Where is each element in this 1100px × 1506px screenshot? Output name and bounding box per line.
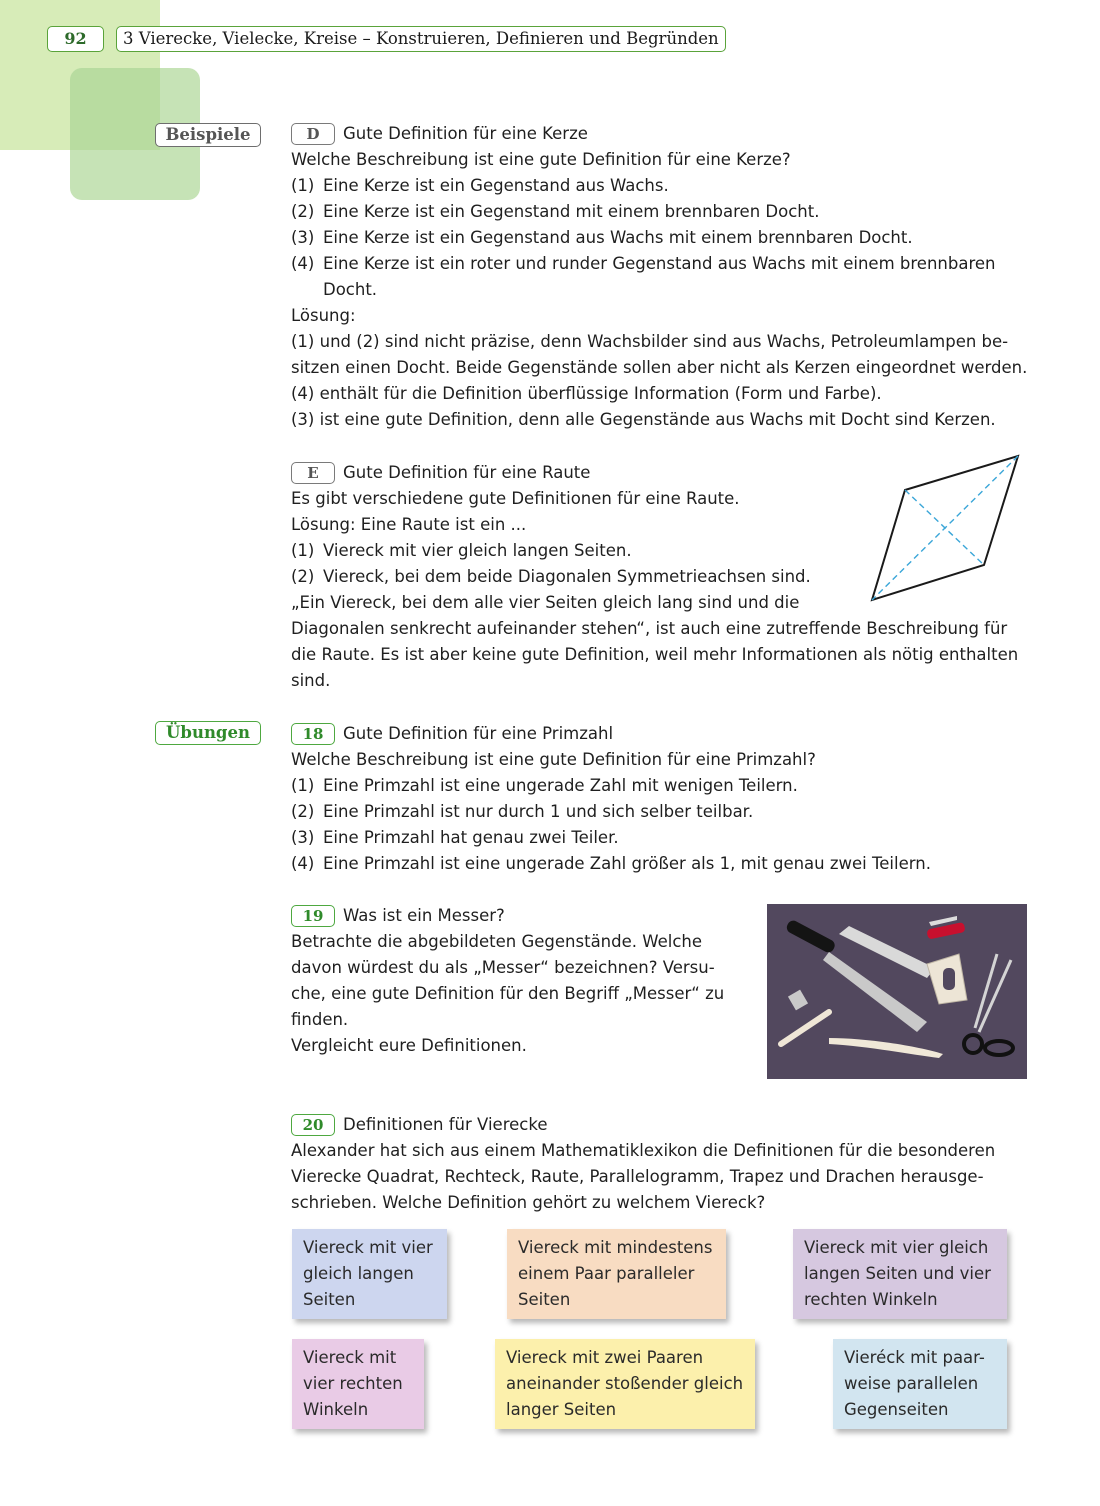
- example-e-text-line: Diagonalen senkrecht aufeinander stehen“, ist auch eine zutreffende Beschreibung für: [291, 619, 1008, 638]
- example-e-text-line: die Raute. Es ist aber keine gute Definition, weil mehr Informationen als nötig enthalten: [291, 645, 1019, 664]
- exercise-19-line: che, eine gute Definition für den Begriff „Messer“ zu: [291, 984, 725, 1003]
- scissors-icon: [964, 954, 1013, 1055]
- definition-note: Viereck mit vier rechten Winkeln: [292, 1339, 424, 1429]
- example-d-option: (3) Eine Kerze ist ein Gegenstand aus Wachs mit einem brennbaren Docht.: [291, 228, 913, 247]
- exercise-19-title: Was ist ein Messer?: [343, 906, 505, 925]
- scalpel-icon: [781, 1012, 829, 1044]
- chapter-title: 3 Vierecke, Vielecke, Kreise – Konstruieren, Definieren und Begründen: [116, 26, 726, 52]
- example-e-option: (1) Viereck mit vier gleich langen Seiten.: [291, 541, 632, 560]
- example-e-title: Gute Definition für eine Raute: [343, 463, 591, 482]
- exercise-18-title: Gute Definition für eine Primzahl: [343, 724, 614, 743]
- exercise-18-number: 18: [291, 723, 335, 745]
- example-d-letter: D: [291, 123, 335, 145]
- examples-label: Beispiele: [155, 123, 261, 147]
- definition-note: Viereck mit zwei Paaren aneinander stoßender gleich langer Seiten: [495, 1339, 755, 1429]
- example-d-solution-line: (3) ist eine gute Definition, denn alle Gegenstände aus Wachs mit Docht sind Kerzen.: [291, 410, 996, 429]
- exercise-19-heading: [291, 903, 751, 929]
- example-d-solution-label: Lösung:: [291, 306, 356, 325]
- definition-note: Viereck mit mindestens einem Paar paralleler Seiten: [507, 1229, 726, 1319]
- example-d-option: (1) Eine Kerze ist ein Gegenstand aus Wachs.: [291, 176, 669, 195]
- exercise-18-option: (2) Eine Primzahl ist nur durch 1 und sich selber teilbar.: [291, 802, 754, 821]
- example-d-solution-line: (4) enthält für die Definition überflüssige Information (Form und Farbe).: [291, 384, 882, 403]
- saw-icon: [839, 926, 967, 1004]
- definition-note: Vieréck mit paar- weise parallelen Gegenseiten: [833, 1339, 1007, 1429]
- exercise-18-heading: [291, 721, 1031, 747]
- exercise-20: [291, 1112, 1031, 1216]
- exercise-20-number: 20: [291, 1114, 335, 1136]
- definition-note: Viereck mit vier gleich langen Seiten und vier rechten Winkeln: [793, 1229, 1007, 1319]
- exercise-19-number: 19: [291, 905, 335, 927]
- page-number: 92: [47, 26, 104, 52]
- example-d-option: (2) Eine Kerze ist ein Gegenstand mit einem brennbaren Docht.: [291, 202, 820, 221]
- exercise-19-line: finden.: [291, 1010, 349, 1029]
- exercise-18-question: Welche Beschreibung ist eine gute Definition für eine Primzahl?: [291, 750, 816, 769]
- razor-blade-icon: [788, 990, 808, 1011]
- exercise-18-option: (1) Eine Primzahl ist eine ungerade Zahl mit wenigen Teilern.: [291, 776, 798, 795]
- corner-decoration-overlap: [70, 68, 160, 150]
- rhombus-figure: [868, 452, 1026, 604]
- example-d-solution-line: sitzen einen Docht. Beide Gegenstände sollen aber nicht als Kerzen eingeordnet werden.: [291, 358, 1028, 377]
- cutting-tools-photo: [767, 904, 1027, 1079]
- exercise-19-line: davon würdest du als „Messer“ bezeichnen? Versu-: [291, 958, 715, 977]
- exercise-18-option: (3) Eine Primzahl hat genau zwei Teiler.: [291, 828, 619, 847]
- exercise-19: [291, 903, 751, 1059]
- exercise-18-option: (4) Eine Primzahl ist eine ungerade Zahl größer als 1, mit genau zwei Teilern.: [291, 854, 931, 873]
- pocket-knife-icon: [926, 916, 965, 940]
- example-d-title: Gute Definition für eine Kerze: [343, 124, 588, 143]
- exercise-20-title: Definitionen für Vierecke: [343, 1115, 548, 1134]
- exercise-19-line: Vergleicht eure Definitionen.: [291, 1036, 527, 1055]
- example-d-question: Welche Beschreibung ist eine gute Definition für eine Kerze?: [291, 150, 791, 169]
- exercises-label: Übungen: [155, 721, 261, 745]
- exercise-20-line: schrieben. Welche Definition gehört zu welchem Viereck?: [291, 1193, 766, 1212]
- example-d-heading: [291, 121, 1031, 147]
- example-e-option: (2) Viereck, bei dem beide Diagonalen Symmetrieachsen sind.: [291, 567, 811, 586]
- exercise-19-line: Betrachte die abgebildeten Gegenstände. Welche: [291, 932, 703, 951]
- exercise-18: [291, 721, 1031, 877]
- exercise-20-heading: [291, 1112, 1031, 1138]
- example-e-letter: E: [291, 462, 335, 484]
- definition-note: Viereck mit vier gleich langen Seiten: [292, 1229, 447, 1319]
- exercise-20-line: Vierecke Quadrat, Rechteck, Raute, Parallelogramm, Trapez und Drachen herausge-: [291, 1167, 984, 1186]
- butter-knife-icon: [829, 1038, 943, 1058]
- example-e-solution: Lösung: Eine Raute ist ein ...: [291, 515, 527, 534]
- example-d-solution-line: (1) und (2) sind nicht präzise, denn Wachsbilder sind aus Wachs, Petroleumlampen be-: [291, 332, 1009, 351]
- example-e-intro: Es gibt verschiedene gute Definitionen für eine Raute.: [291, 489, 740, 508]
- example-d-option: (4) Eine Kerze ist ein roter und runder Gegenstand aus Wachs mit einem brennbaren Docht.: [291, 254, 996, 299]
- example-e-text-line: „Ein Viereck, bei dem alle vier Seiten gleich lang sind und die: [291, 593, 800, 612]
- example-e-text-line: sind.: [291, 671, 331, 690]
- example-d: [291, 121, 1031, 433]
- exercise-20-line: Alexander hat sich aus einem Mathematiklexikon die Definitionen für die besonderen: [291, 1141, 996, 1160]
